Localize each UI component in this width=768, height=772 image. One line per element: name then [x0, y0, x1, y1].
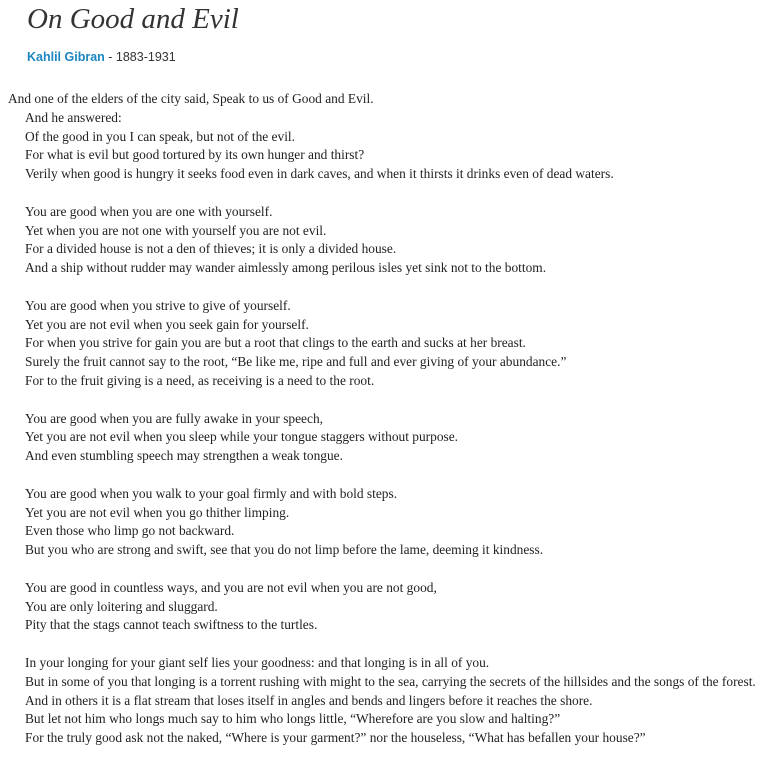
- poem-line: Yet when you are not one with yourself you are not evil.: [25, 222, 327, 238]
- poem-line: Even those who limp go not backward.: [25, 523, 235, 539]
- stanza: [8, 90, 760, 184]
- poem-line: And he answered:: [25, 109, 122, 125]
- poem-line: Of the good in you I can speak, but not of the evil.: [25, 128, 295, 144]
- poem-line: But you who are strong and swift, see that you do not limp before the lame, deeming it kindness.: [25, 542, 544, 558]
- poem-line: Yet you are not evil when you seek gain for yourself.: [25, 316, 309, 332]
- poem-line: For the truly good ask not the naked, “Where is your garment?” nor the houseless, “What has befallen your house?”: [25, 730, 646, 746]
- poem-line: Pity that the stags cannot teach swiftness to the turtles.: [25, 617, 318, 633]
- poem-line: For to the fruit giving is a need, as receiving is a need to the root.: [25, 372, 375, 388]
- poem-line: For when you strive for gain you are but a root that clings to the earth and sucks at her breast.: [25, 335, 526, 351]
- stanza: [8, 485, 760, 560]
- poem-line: And even stumbling speech may strengthen a weak tongue.: [25, 448, 343, 464]
- poem-line: But in some of you that longing is a torrent rushing with might to the sea, carrying the secrets of the hillsides and the songs of the forest.: [25, 673, 756, 689]
- poem-line: Verily when good is hungry it seeks food even in dark caves, and when it thirsts it drinks even of dead waters.: [25, 166, 614, 182]
- poem-line: You are good when you are fully awake in your speech,: [25, 410, 323, 426]
- byline: [27, 50, 176, 64]
- stanza: [8, 203, 760, 278]
- poem-line: And a ship without rudder may wander aimlessly among perilous isles yet sink not to the bottom.: [25, 260, 547, 276]
- poem-line: But let not him who longs much say to him who longs little, “Wherefore are you slow and halting?”: [25, 711, 561, 727]
- stanza: [8, 410, 760, 466]
- poem-title: On Good and Evil: [27, 3, 239, 35]
- stanza: [8, 654, 760, 748]
- poem-line: For a divided house is not a den of thieves; it is only a divided house.: [25, 241, 397, 257]
- poem-line: For what is evil but good tortured by its own hunger and thirst?: [25, 147, 365, 163]
- poem-body: [8, 90, 760, 767]
- poem-line: Surely the fruit cannot say to the root, “Be like me, ripe and full and ever giving of your abundance.”: [25, 354, 567, 370]
- poem-line: Yet you are not evil when you sleep while your tongue staggers without purpose.: [25, 429, 459, 445]
- poem-line: You are good when you strive to give of yourself.: [25, 297, 291, 313]
- stanza: [8, 579, 760, 635]
- poem-line: And in others it is a flat stream that loses itself in angles and bends and lingers before it reaches the shore.: [25, 692, 593, 708]
- poem-line: You are good when you walk to your goal firmly and with bold steps.: [25, 485, 398, 501]
- poem-line: You are only loitering and sluggard.: [25, 598, 218, 614]
- author-link[interactable]: Kahlil Gibran: [27, 50, 105, 64]
- poem-line: Yet you are not evil when you go thither limping.: [25, 504, 290, 520]
- poem-line: And one of the elders of the city said, Speak to us of Good and Evil.: [8, 91, 374, 106]
- poem-line: You are good when you are one with yourself.: [25, 203, 273, 219]
- byline-separator: -: [104, 50, 116, 64]
- stanza: [8, 297, 760, 391]
- author-dates: 1883-1931: [115, 50, 176, 64]
- poem-line: In your longing for your giant self lies your goodness: and that longing is in all of you.: [25, 654, 490, 670]
- poem-line: You are good in countless ways, and you are not evil when you are not good,: [25, 579, 437, 595]
